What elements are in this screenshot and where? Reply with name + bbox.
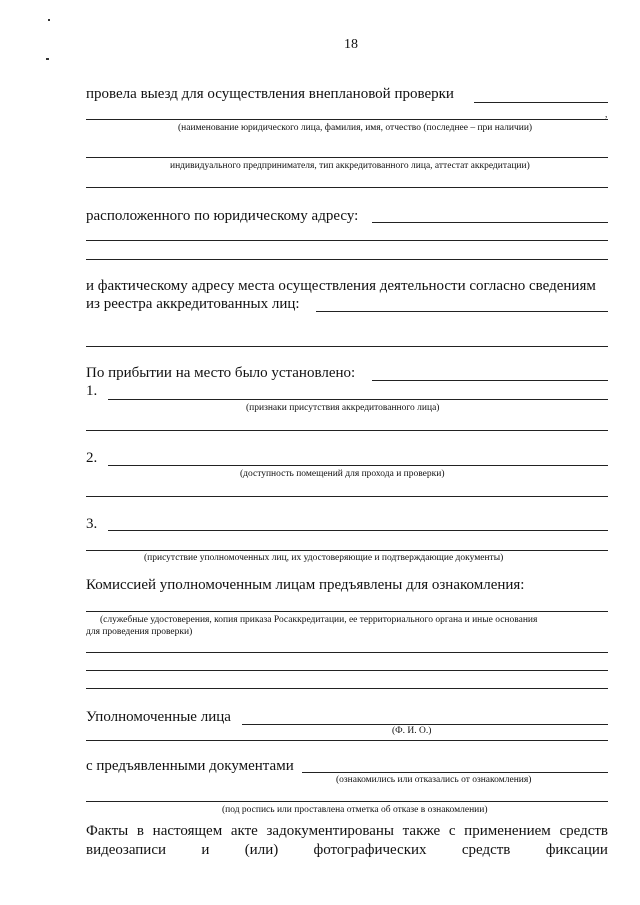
fill-line xyxy=(242,724,608,725)
fill-line xyxy=(86,346,608,347)
entity-name-hint: (наименование юридического лица, фамилия, имя, отчество (последнее – при наличии) xyxy=(178,123,533,133)
legal-address-label: расположенного по юридическому адресу: xyxy=(86,208,359,224)
fill-line xyxy=(86,157,608,158)
entity-type-hint: индивидуального предпринимателя, тип аккредитованного лица, аттестат аккредитации) xyxy=(170,161,530,171)
signature-hint: (под роспись или проставлена отметка об отказе в ознакомлении) xyxy=(222,805,488,815)
actual-address-text: и фактическому адресу места осуществления деятельности согласно сведениям xyxy=(86,278,596,294)
word: фотографических xyxy=(313,842,427,858)
facts-text-cont xyxy=(86,842,608,859)
scan-speck xyxy=(46,58,49,60)
fio-hint: (Ф. И. О.) xyxy=(392,726,432,736)
scan-speck xyxy=(48,19,50,21)
word: (или) xyxy=(244,842,279,858)
fill-line xyxy=(86,740,608,741)
commission-hint: (служебные удостоверения, копия приказа Росаккредитации, ее территориального органа и иные основания xyxy=(100,615,538,625)
documents-label: с предъявленными документами xyxy=(86,758,294,774)
fill-line xyxy=(316,311,608,312)
item-hint: (доступность помещений для прохода и проверки) xyxy=(240,469,445,479)
authorized-persons-label: Уполномоченные лица xyxy=(86,709,231,725)
word: фиксации xyxy=(545,842,608,858)
fill-line xyxy=(86,430,608,431)
inspection-trip-text: провела выезд для осуществления внеплановой проверки xyxy=(86,86,454,102)
fill-line xyxy=(372,380,608,381)
fill-line xyxy=(302,772,608,773)
item-number: 2. xyxy=(86,450,98,466)
fill-line xyxy=(86,550,608,551)
commission-title: Комиссией уполномоченным лицам предъявлены для ознакомления: xyxy=(86,577,525,593)
page-number: 18 xyxy=(344,37,358,52)
fill-line xyxy=(108,399,608,400)
fill-line xyxy=(86,670,608,671)
item-hint: (признаки присутствия аккредитованного лица) xyxy=(246,403,440,413)
fill-line xyxy=(86,259,608,260)
fill-line xyxy=(86,801,608,802)
word: средств xyxy=(461,842,511,858)
facts-text: Факты в настоящем акте задокументированы также с применением средств xyxy=(86,823,608,839)
fill-line xyxy=(86,652,608,653)
documents-hint: (ознакомились или отказались от ознакомления) xyxy=(336,775,532,785)
findings-title: По прибытии на место было установлено: xyxy=(86,365,356,381)
item-hint: (присутствие уполномоченных лиц, их удостоверяющие и подтверждающие документы) xyxy=(144,553,504,563)
registry-text: из реестра аккредитованных лиц: xyxy=(86,296,300,312)
fill-line xyxy=(86,611,608,612)
fill-line xyxy=(372,222,608,223)
fill-line xyxy=(86,187,608,188)
item-number: 1. xyxy=(86,383,98,399)
commission-hint-cont: для проведения проверки) xyxy=(86,627,193,637)
item-number: 3. xyxy=(86,516,98,532)
fill-line xyxy=(86,688,608,689)
fill-line xyxy=(108,465,608,466)
fill-line xyxy=(108,530,608,531)
fill-line xyxy=(474,102,608,103)
comma: , xyxy=(605,110,608,120)
fill-line xyxy=(86,119,608,120)
word: видеозаписи xyxy=(86,842,167,858)
fill-line xyxy=(86,240,608,241)
word: и xyxy=(201,842,210,858)
fill-line xyxy=(86,496,608,497)
